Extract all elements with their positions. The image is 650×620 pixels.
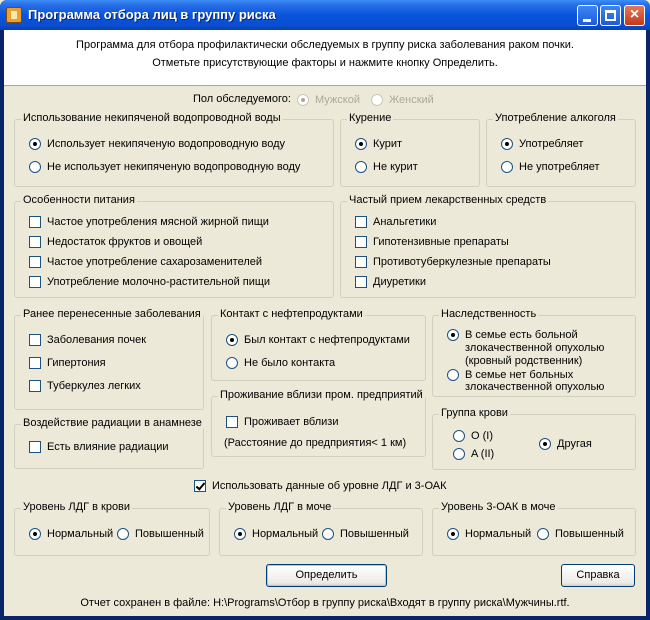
heredity-yes-line2: злокачественной опухолью xyxy=(465,342,605,354)
checkbox-indicator xyxy=(29,276,41,288)
checkbox-indicator xyxy=(355,256,367,268)
radio-indicator xyxy=(537,528,549,540)
checkbox-indicator xyxy=(29,256,41,268)
info-line-2: Отметьте присутствующие факторы и нажмите кнопку Определить. xyxy=(152,57,498,69)
radio-indicator xyxy=(29,138,41,150)
alcohol-legend: Употребление алкоголя xyxy=(495,112,616,124)
radio-indicator xyxy=(234,528,246,540)
checkbox-indicator xyxy=(226,416,238,428)
checkbox-indicator xyxy=(355,216,367,228)
checkbox-indicator xyxy=(29,334,41,346)
sex-label: Пол обследуемого: xyxy=(193,93,291,105)
oak-urine-group: Уровень 3-ОАК в моче Нормальный Повышенный xyxy=(432,508,636,556)
heredity-legend: Наследственность xyxy=(441,308,537,320)
radio-indicator xyxy=(453,430,465,442)
nutrition-group: Особенности питания Частое употребления мясной жирной пищи Недостаток фруктов и овощей Частое употребление сахарозаменителей Употребление молочно-растительной пищи xyxy=(14,201,334,298)
radio-indicator xyxy=(117,528,129,540)
alcohol-group: Употребление алкоголя Употребляет Не употребляет xyxy=(486,119,636,187)
radio-indicator xyxy=(322,528,334,540)
checkbox-indicator xyxy=(194,480,206,492)
smoking-legend: Курение xyxy=(349,112,392,124)
checkbox-indicator xyxy=(29,441,41,453)
radio-indicator xyxy=(297,94,309,106)
heredity-no-line2: злокачественной опухолью xyxy=(465,381,605,393)
info-line-1: Программа для отбора профилактически обследуемых в группу риска заболевания раком почки. xyxy=(76,39,574,51)
window-title: Программа отбора лиц в группу риска xyxy=(28,7,276,22)
water-legend: Использование некипяченой водопроводной воды xyxy=(23,112,281,124)
industry-group: Проживание вблизи пром. предприятий Проживает вблизи (Расстояние до предприятия< 1 км) xyxy=(211,396,426,457)
radio-indicator xyxy=(501,161,513,173)
title-bar[interactable] xyxy=(0,0,650,30)
ldg-urine-group: Уровень ЛДГ в моче Нормальный Повышенный xyxy=(219,508,423,556)
radio-indicator xyxy=(226,334,238,346)
help-button[interactable]: Справка xyxy=(561,564,635,587)
radio-indicator xyxy=(371,94,383,106)
app-icon xyxy=(6,7,22,23)
ldg-blood-group: Уровень ЛДГ в крови Нормальный Повышенный xyxy=(14,508,210,556)
ldg-blood-legend: Уровень ЛДГ в крови xyxy=(23,501,131,513)
industry-legend: Проживание вблизи пром. предприятий xyxy=(220,389,423,401)
checkbox-indicator xyxy=(355,276,367,288)
radio-indicator xyxy=(539,438,551,450)
maximize-icon xyxy=(605,10,616,21)
status-text: Отчет сохранен в файле: H:\Programs\Отбор в группу риска\Входят в группу риска\Мужчины.rtf. xyxy=(80,597,570,609)
oil-group: Контакт с нефтепродуктами Был контакт с нефтепродуктами Не было контакта xyxy=(211,315,426,381)
radiation-legend: Воздействие радиации в анамнезе xyxy=(23,417,202,429)
drugs-legend: Частый прием лекарственных средств xyxy=(349,194,547,206)
blood-legend: Группа крови xyxy=(441,407,508,419)
radio-indicator xyxy=(447,528,459,540)
checkbox-indicator xyxy=(355,236,367,248)
blood-group: Группа крови O (I) A (II) Другая xyxy=(432,414,636,470)
smoking-group: Курение Курит Не курит xyxy=(340,119,480,187)
radio-indicator xyxy=(453,448,465,460)
radio-indicator xyxy=(226,357,238,369)
water-group: Использование некипяченой водопроводной воды Использует некипяченую водопроводную воду Не использует некипяченую водопроводную воду xyxy=(14,119,334,187)
oil-legend: Контакт с нефтепродуктами xyxy=(220,308,363,320)
radio-indicator xyxy=(447,369,459,381)
minimize-button[interactable] xyxy=(577,5,598,26)
radio-indicator xyxy=(29,528,41,540)
minimize-icon xyxy=(583,19,591,22)
radio-indicator xyxy=(355,161,367,173)
info-header xyxy=(4,30,646,86)
radiation-group: Воздействие радиации в анамнезе Есть влияние радиации xyxy=(14,424,204,469)
industry-distance-note: (Расстояние до предприятия< 1 км) xyxy=(224,437,407,449)
determine-button[interactable]: Определить xyxy=(266,564,387,587)
checkbox-indicator xyxy=(29,380,41,392)
ldg-urine-legend: Уровень ЛДГ в моче xyxy=(228,501,332,513)
close-button[interactable] xyxy=(624,5,645,26)
radio-indicator xyxy=(501,138,513,150)
oak-urine-legend: Уровень 3-ОАК в моче xyxy=(441,501,556,513)
checkbox-indicator xyxy=(29,236,41,248)
diseases-legend: Ранее перенесенные заболевания xyxy=(23,308,201,320)
radio-indicator xyxy=(355,138,367,150)
close-icon: × xyxy=(629,6,640,23)
drugs-group: Частый прием лекарственных средств Анальгетики Гипотензивные препараты Противотуберкулезные препараты Диуретики xyxy=(340,201,636,298)
radio-indicator xyxy=(447,329,459,341)
nutrition-legend: Особенности питания xyxy=(23,194,135,206)
radio-indicator xyxy=(29,161,41,173)
maximize-button[interactable] xyxy=(600,5,621,26)
diseases-group: Ранее перенесенные заболевания Заболевания почек Гипертония Туберкулез легких xyxy=(14,315,204,410)
heredity-yes-line3: (кровный родственник) xyxy=(465,355,583,367)
checkbox-indicator xyxy=(29,357,41,369)
heredity-group: Наследственность В семье есть больной злокачественной опухолью (кровный родственник) В семье нет больных злокачественной опухолью xyxy=(432,315,636,397)
checkbox-indicator xyxy=(29,216,41,228)
client-area: Программа для отбора профилактически обследуемых в группу риска заболевания раком почки. Отметьте присутствующие факторы и нажмите кнопку Определить. Пол обследуемого: Мужской Женский Использование некипяченой водопроводной воды Использует некипяченую водопроводную воду Не использует некипяченую водопроводную воду Курение Курит Не курит Употребление алкоголя Употребляет Не употребляет Особенности питания Частое употребления мясной жирной пищи Недостаток фруктов и овощей Частое употребление сахарозаменителей Употребление молочно-растительной пищи Частый прием лекарственных средств Анальгетики Гипотензивные препараты Противотуберкулезные препараты Диуретики Ранее перенесенные заболевания Заболевания почек Гипертония Туберкулез легких Контакт с нефтепродуктами Был контакт с нефтепродуктами Не было контакта Наследственность В семье есть больной злокачественной опухолью (кровный родственник) В семье нет больных злокачественной опухолью Проживание вблизи пром. предприятий Проживает вблизи (Расстояние до предприятия< 1 км) Воздействие радиации в анамнезе Есть влияние радиации Группа крови O (I) A (II) Другая Использовать данные об уровне ЛДГ и 3-ОАК Уровень ЛДГ в крови Нормальный Повышенный Уровень ЛДГ в моче Нормальный Повышенный Уровень 3-ОАК в моче Нормальный Повышенный Определить Справка Отчет сохранен в файле: H:\Programs\Отбор в группу риска\Входят в группу риска\Мужчины.rtf. xyxy=(4,30,646,616)
